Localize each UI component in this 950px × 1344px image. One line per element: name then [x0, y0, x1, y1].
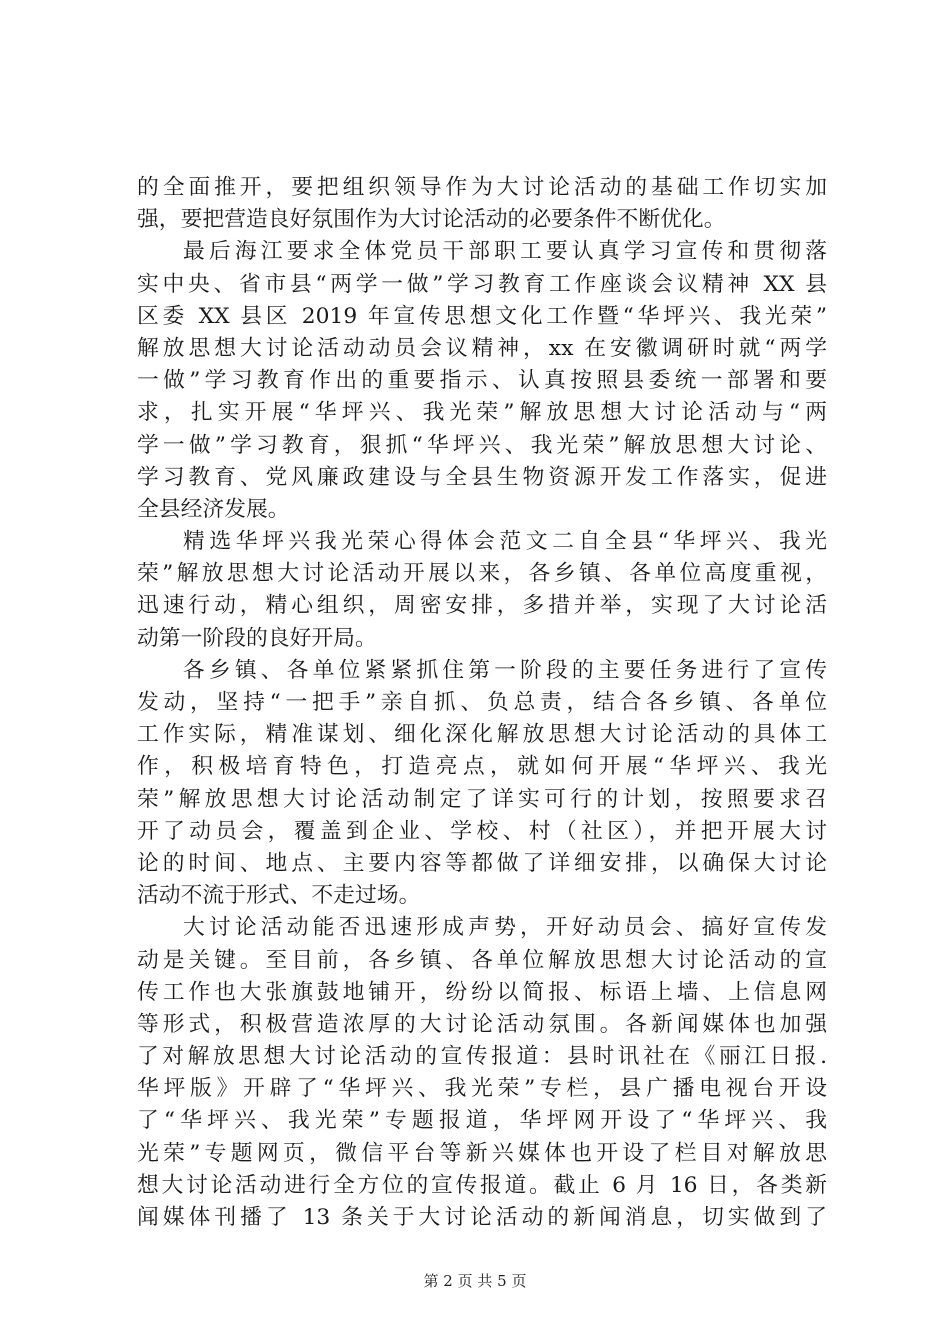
text-line: 大讨论活动能否迅速形成声势，开好动员会、搞好宣传发 — [183, 915, 827, 941]
text-line: 光荣”专题网页，微信平台等新兴媒体也开设了栏目对解放思 — [137, 1140, 827, 1166]
text-line: 实中央、省市县“两学一做”学习教育工作座谈会议精神 XX 县 — [137, 271, 827, 297]
text-line: 精选华坪兴我光荣心得体会范文二自全县“华坪兴、我光 — [183, 529, 827, 555]
text-line: 最后海江要求全体党员干部职工要认真学习宣传和贯彻落 — [183, 239, 827, 265]
text-line: 了“华坪兴、我光荣”专题报道，华坪网开设了“华坪兴、我 — [137, 1108, 827, 1134]
text-line: 发动，坚持“一把手”亲自抓、负总责，结合各乡镇、各单位 — [137, 690, 827, 715]
text-line: 作，积极培育特色，打造亮点，就如何开展“华坪兴、我光 — [137, 754, 827, 780]
text-line: 荣”解放思想大讨论活动制定了详实可行的计划，按照要求召 — [137, 786, 827, 812]
text-line: 开了动员会，覆盖到企业、学校、村（社区），并把开展大讨 — [137, 818, 827, 844]
text-line: 了对解放思想大讨论活动的宣传报道：县时讯社在《丽江日报. — [137, 1044, 827, 1070]
text-line: 各乡镇、各单位紧紧抓住第一阶段的主要任务进行了宣传 — [183, 657, 827, 683]
text-line: 等形式，积极营造浓厚的大讨论活动氛围。各新闻媒体也加强 — [137, 1011, 827, 1037]
text-line: 学习教育、党风廉政建设与全县生物资源开发工作落实，促进 — [137, 464, 827, 490]
text-line: 解放思想大讨论活动动员会议精神，xx 在安徽调研时就“两学 — [137, 335, 827, 361]
text-line: 闻媒体刊播了 13 条关于大讨论活动的新闻消息，切实做到了 — [137, 1205, 827, 1230]
text-line: 论的时间、地点、主要内容等都做了详细安排，以确保大讨论 — [137, 850, 827, 876]
page-footer: 第 2 页 共 5 页 — [423, 1272, 527, 1290]
text-line: 强，要把营造良好氛围作为大讨论活动的必要条件不断优化。 — [137, 207, 726, 233]
text-line: 求，扎实开展“华坪兴、我光荣”解放思想大讨论活动与“两 — [137, 400, 827, 426]
text-line: 学一做”学习教育，狠抓“华坪兴、我光荣”解放思想大讨论、 — [137, 432, 827, 458]
text-line: 区委 XX 县区 2019 年宣传思想文化工作暨“华坪兴、我光荣” — [137, 303, 827, 329]
text-line: 一做”学习教育作出的重要指示、认真按照县委统一部署和要 — [137, 368, 827, 394]
text-line: 华坪版》开辟了“华坪兴、我光荣”专栏，县广播电视台开设 — [137, 1076, 827, 1102]
document-body — [137, 172, 827, 1234]
text-line: 荣”解放思想大讨论活动开展以来，各乡镇、各单位高度重视， — [137, 561, 827, 587]
text-line: 动是关键。至目前，各乡镇、各单位解放思想大讨论活动的宣 — [137, 947, 827, 973]
text-line: 想大讨论活动进行全方位的宣传报道。截止 6 月 16 日，各类新 — [137, 1172, 827, 1198]
text-line: 动第一阶段的良好开局。 — [137, 625, 377, 651]
text-line: 传工作也大张旗鼓地铺开，纷纷以简报、标语上墙、上信息网 — [137, 979, 827, 1005]
text-line: 的全面推开，要把组织领导作为大讨论活动的基础工作切实加 — [137, 175, 827, 200]
text-line: 迅速行动，精心组织，周密安排，多措并举，实现了大讨论活 — [137, 593, 827, 619]
text-line: 活动不流于形式、不走过场。 — [137, 883, 421, 909]
text-line: 全县经济发展。 — [137, 496, 290, 522]
text-line: 工作实际，精准谋划、细化深化解放思想大讨论活动的具体工 — [137, 722, 827, 748]
